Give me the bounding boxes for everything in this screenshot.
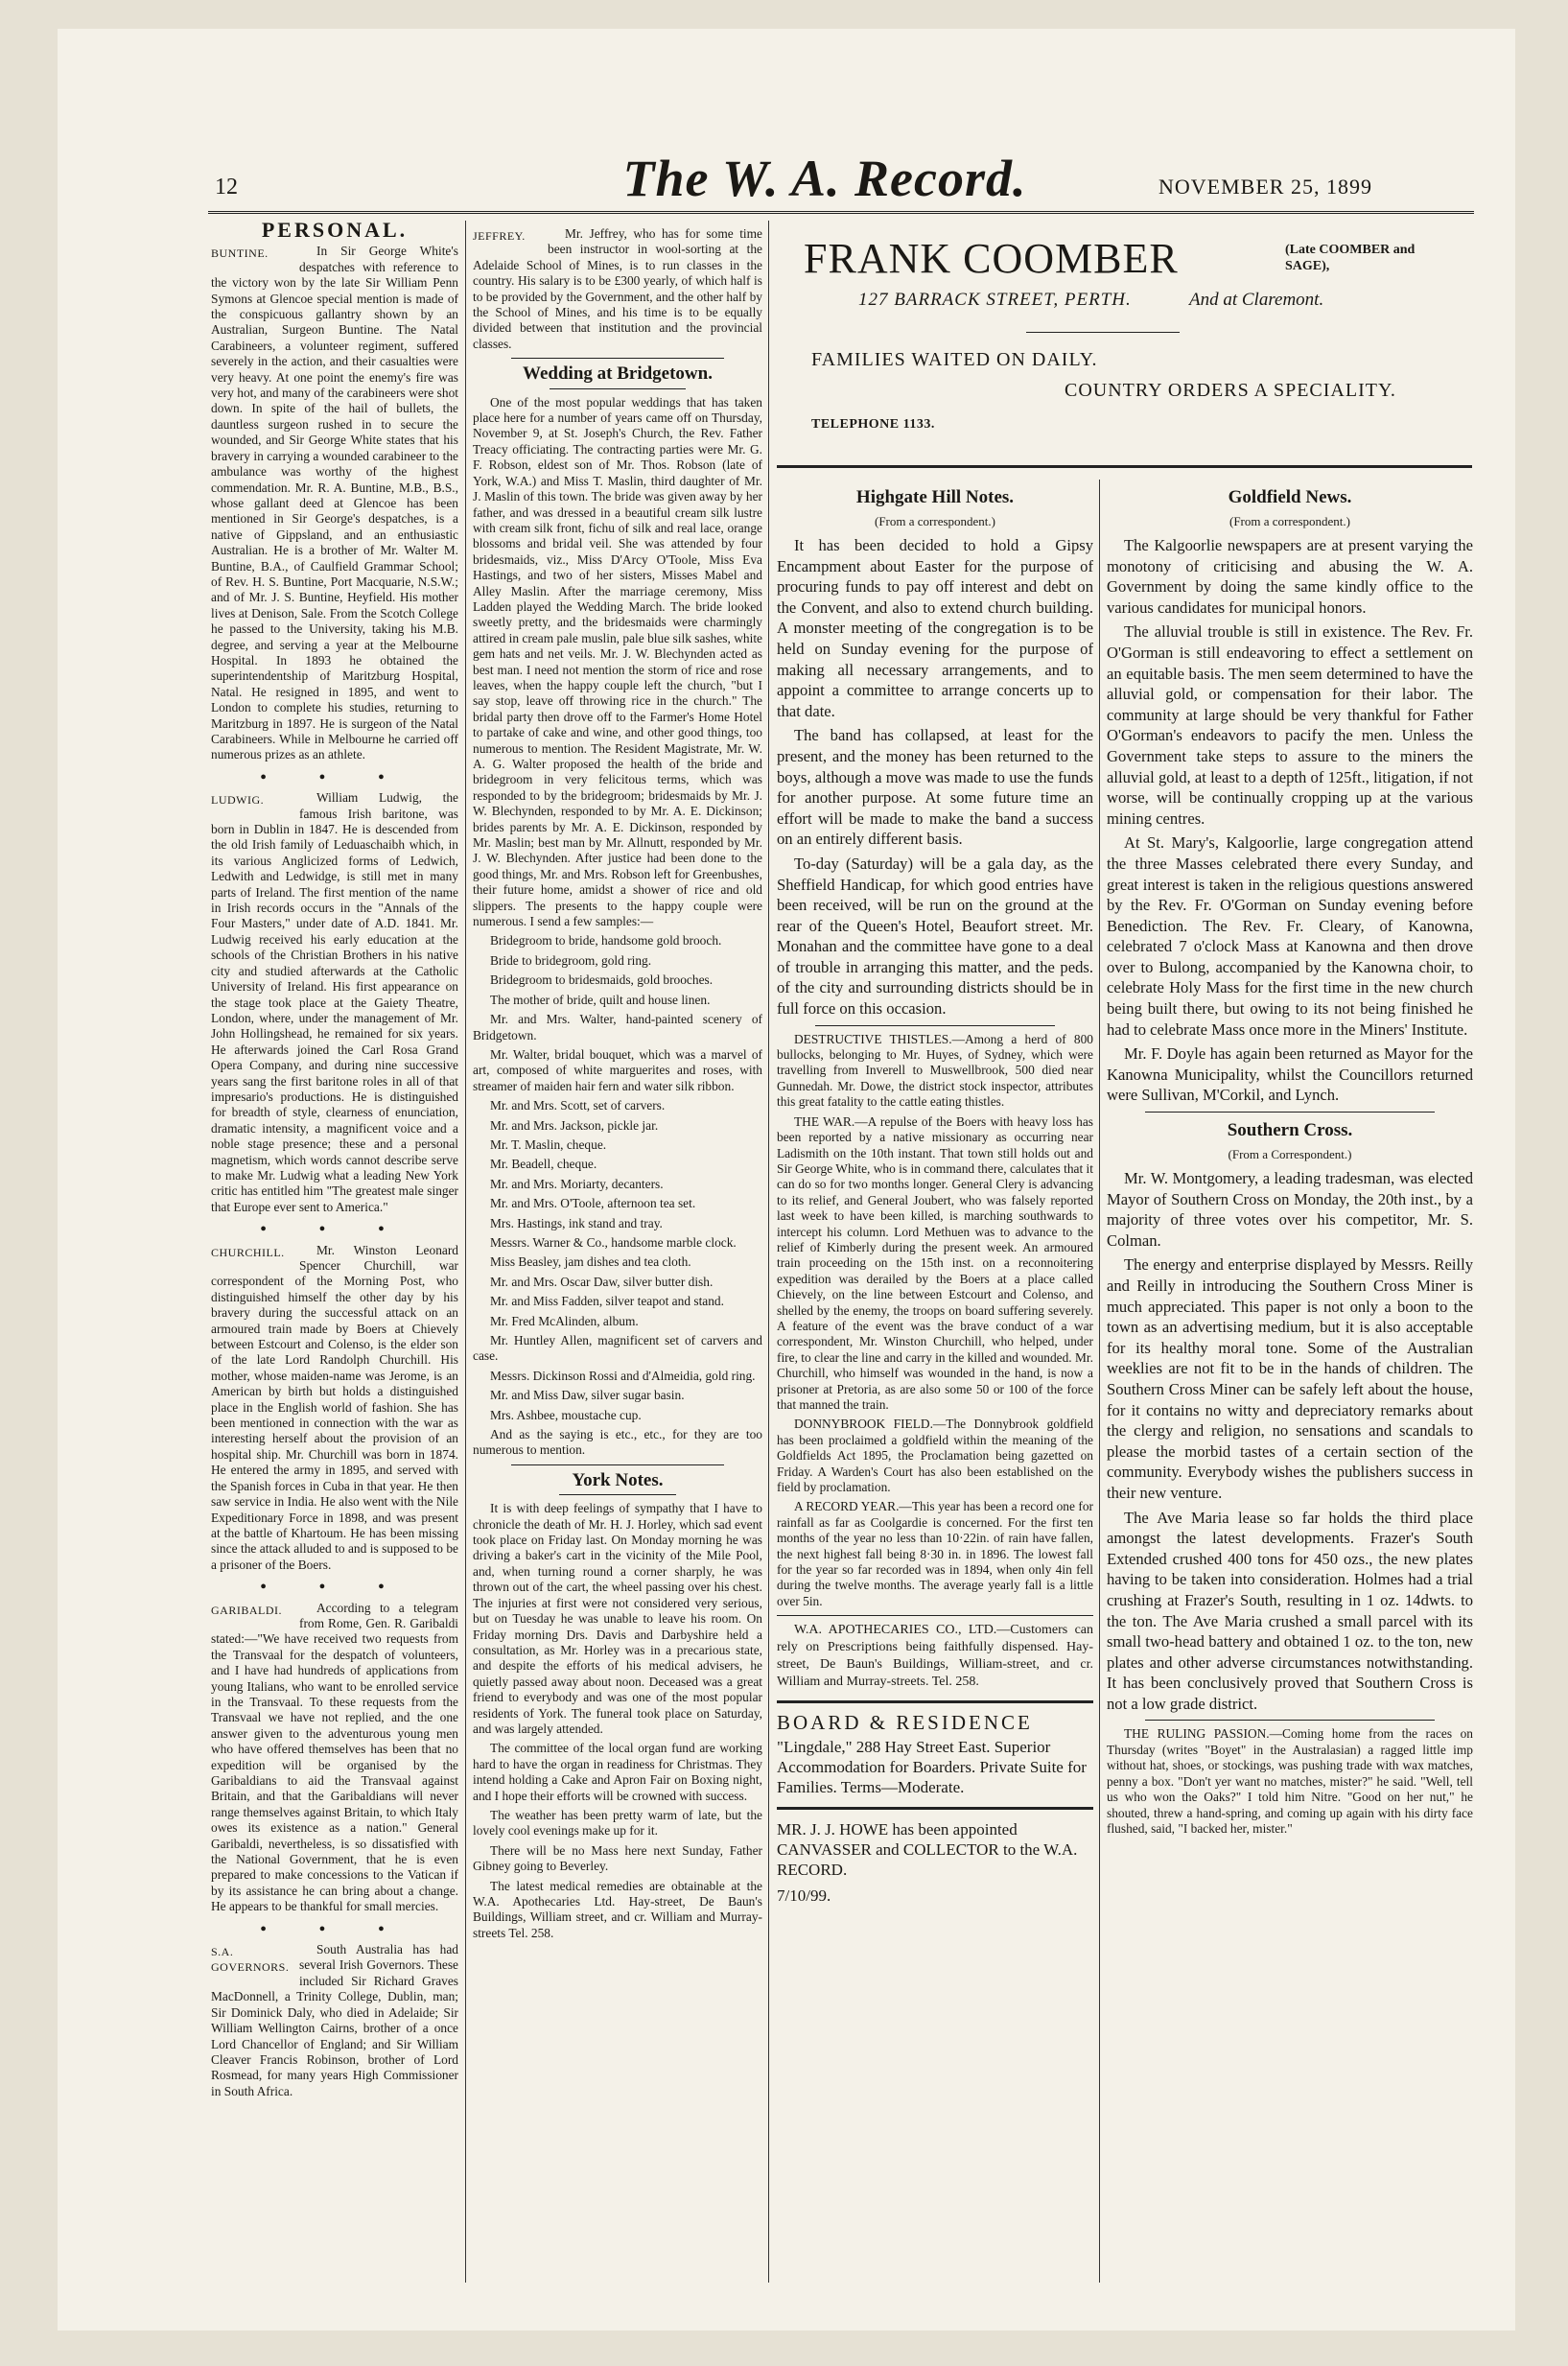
present-item: Mr. and Mrs. Oscar Daw, silver butter dish. bbox=[490, 1274, 714, 1289]
personal-text: William Ludwig, the famous Irish baritone, was born in Dublin in 1847. He is descended from the old Irish family of Leduaschaibh which, in its various Anglicized forms of Ledwich, Ledwith and Ledwidge, is still met in many parts of Ireland. The first mention of the name in Irish records occurs in the "Annals of the Four Masters," under date of A.D. 1841. Mr. Ludwig received his early education at the schools of the Christian Brothers in his native city and studied afterwards at the Catholic University of Ireland. His first appearance on the stage took place at the Gaiety Theatre, London, where, under the management of Mr. John Hollingshead, he remained for six years. He afterwards joined the Carl Rosa Grand Opera Company, and during nine successive years sang the first baritone roles in all of that impresario's productions. He is distinguished for breadth of style, clearness of enunciation, dramatic intensity, a magnificent voice and a noble stage presence; these and a personal magnetism, which words cannot describe serve to make Mr. Ludwig what a leading New York critic has entitled him "The greatest male singer that Europe ever sent to America." bbox=[211, 790, 458, 1214]
ruling-passion-item: THE RULING PASSION.—Coming home from the races on Thursday (writes "Boyet" in the Australasian) a ragged little imp without hat, shoes, or stockings, was pushing trade with wax matches, penny a box. "Don't yer want no matches, mister?" he said. "Well, tell us who won the Oaks?" I told him Nitre. "Good on her nut," he shouted, threw a hand-spring, and coming up again with his dirty face flushed, said, "I backed her, mister." bbox=[1107, 1726, 1473, 1836]
board-title: BOARD & RESIDENCE bbox=[777, 1711, 1033, 1735]
advert-rule bbox=[1026, 332, 1180, 333]
column-rule bbox=[1099, 480, 1100, 2283]
wedding-heading: Wedding at Bridgetown. bbox=[523, 363, 713, 385]
advert-rule bbox=[777, 1700, 1093, 1703]
york-paragraph: The weather has been pretty warm of late, but the lovely cool evenings make up for it. bbox=[473, 1807, 762, 1839]
howe-date: 7/10/99. bbox=[777, 1886, 831, 1906]
present-item: Mr. T. Maslin, cheque. bbox=[490, 1136, 607, 1152]
goldfield-paragraph: Mr. F. Doyle has again been returned as Mayor for the Kanowna Municipality, whilst the Councillors returned were Sullivan, M'Corkil, and Lynch. bbox=[1107, 1044, 1473, 1105]
present-item: Bride to bridegroom, gold ring. bbox=[490, 952, 652, 968]
york-paragraph: The latest medical remedies are obtainable at the W.A. Apothecaries Ltd. Hay-street, De Baun's Buildings, William street, and cr. William and Murray-streets Tel. 258. bbox=[473, 1878, 762, 1940]
advert-bottom-rule bbox=[777, 465, 1472, 468]
howe-notice bbox=[777, 1819, 1093, 1906]
personal-text: In Sir George White's despatches with reference to the victory won by the late Sir William Penn Symons at Glencoe special mention is made of the conspicuous gallantry shown by an Australian, Surgeon Buntine. The Natal Carabineers, a volunteer regiment, suffered severely in the action, and their casualties were very heavy. At one point the enemy's fire was very hot, and many of the carabineers were shot down. In spite of the hail of bullets, the dauntless surgeon rushed in to secure the wounded, and Sir George White states that his bravery in carrying a wounded carabineer to the ambulance was worthy of the highest commendation. Mr. R. A. Buntine, M.B., B.S., whose gallant deed at Glencoe has been mentioned in Sir George's despatches, is a native of Gippsland, and an enthusiastic Australian. He is a brother of Mr. Walter M. Buntine, B.A., of Caulfield Grammar School; of Rev. H. S. Buntine, Port Macquarie, N.S.W.; and of Mr. J. S. Buntine, Heyfield. His mother lives at Denison, Sale. From the Scotch College he passed to the University, taking his M.B. degree, and serving a year at the Melbourne Hospital. In 1893 he obtained the superintendentship of Maritzburg Hospital, Natal. He resigned in 1895, and went to London to complete his studies, returning to Maritzburg in 1897. He is surgeon of the Natal Carabineers. While in Melbourne he carried off numerous prizes as an athlete. bbox=[211, 244, 458, 762]
section-rule bbox=[1145, 1112, 1435, 1113]
present-item: Bridegroom to bridesmaids, gold brooches. bbox=[490, 972, 714, 988]
column-rule bbox=[465, 221, 466, 2283]
highgate-heading: Highgate Hill Notes. bbox=[855, 487, 1015, 507]
southern-cross-heading: Southern Cross. bbox=[1227, 1120, 1353, 1141]
york-paragraph: It is with deep feelings of sympathy that I have to chronicle the death of Mr. H. J. Horley, which sad event took place on Friday last. On Monday morning he was driving a baker's cart in the vicinity of the Mile Pool, and, when turning round a corner sharply, he was thrown out of the cart, the wheel passing over his chest. The injuries at first were not considered very serious, but on Tuesday he was unable to leave his room. On Friday morning Drs. Davis and Darbyshire held a consultation, as Mr. Horley was in a precarious state, and despite the efforts of his medical advisers, he quietly passed away about noon. Deceased was a great friend to everybody and was one of the most popular residents of York. The funeral took place on Saturday, and was largely attended. bbox=[473, 1501, 762, 1736]
section-rule bbox=[815, 1025, 1055, 1026]
present-item: Mr. and Mrs. O'Toole, afternoon tea set. bbox=[490, 1196, 696, 1211]
york-heading: York Notes. bbox=[572, 1469, 664, 1490]
newspaper-title: The W. A. Record. bbox=[622, 150, 1027, 207]
personal-item bbox=[211, 1243, 458, 1574]
present-item: Mrs. Ashbee, moustache cup. bbox=[490, 1407, 642, 1422]
issue-date: NOVEMBER 25, 1899 bbox=[1158, 175, 1372, 199]
present-item: Bridegroom to bride, handsome gold brooch. bbox=[490, 933, 722, 949]
advertiser-note: (Late COOMBER and SAGE), bbox=[1285, 243, 1416, 273]
wedding-text: One of the most popular weddings that has taken place here for a number of years came off on Thursday, November 9, at St. Joseph's Church, the Rev. Father Treacy officiating. The contracting parties were Mr. G. F. Robson, eldest son of Mr. Thos. Robson (late of York, W.A.) and Miss T. Maslin, third daughter of Mr. J. Maslin of this town. The bride was given away by her father, and was dressed in a beautiful cream silk lustre with cream silk front, fichu of silk and real lace, orange blossoms and bridal veil. She was attended by four bridesmaids, viz., Miss D'Arcy O'Toole, Miss Eva Hastings, and two of her sisters, Misses Mabel and Alley Maslin. After the marriage ceremony, Miss Ladden played the Wedding March. The bride looked sweetly pretty, and the bridesmaids were charmingly attired in cream pale muslin, pale blue silk sashes, white gem hats and net veils. Mr. J. W. Blechynden acted as best man. I need not mention the storm of rice and rose leaves, when the happy couple left the church, "but I say stop, leave off throwing rice in the church." The bridal party then drove off to the Farmer's Home Hotel to partake of cake and wine, and other good things, too numerous to mention. The Resident Magistrate, Mr. W. A. G. Walter proposed the health of the bride and bridegroom in very felicitous terms, which was responded to by the bridegroom; bridesmaids by Mr. J. W. Blechynden, responded to by Mr. A. E. Dickinson; brides parents by Mr. A. E. Dickinson, responded by Mr. Maslin; best man by Mr. Allnutt, responded by Mr. J. W. Blechynden. After justice had been done to the good things, Mr. and Mrs. Robson left for Greenbushes, their future home, amidst a shower of rice and old slippers. The presents to the happy couple were numerous. I send a few samples:— bbox=[473, 394, 762, 929]
news-column-3 bbox=[777, 480, 1093, 2283]
personal-text: According to a telegram from Rome, Gen. R. Garibaldi stated:—"We have received two requests from the Transvaal for the despatch of volunteers, and I have had hundreds of applications from young Italians, who want to be enrolled service in the Transvaal. To these requests from the Transvaal we have not replied, and the one answer given to the adventurous young men who have offered themselves has been that no expedition will be organised by the Garibaldians to aid the Transvaal against Britain, and that the Garibaldians will never range themselves against Britain, to which Italy owes its existence as a nation." General Garibaldi, nevertheless, is so dissatisfied with the National Government, that he is even prepared to make concessions to the Vatican if by its assistance he can bring about a change. He appears to be thankful for small mercies. bbox=[211, 1600, 458, 1914]
goldfield-subheading: (From a correspondent.) bbox=[1229, 514, 1350, 528]
present-item: Mrs. Hastings, ink stand and tray. bbox=[490, 1215, 663, 1230]
column-rule bbox=[768, 221, 769, 2283]
present-item: Mr. Fred McAlinden, album. bbox=[490, 1313, 639, 1328]
side-head: CHURCHILL. bbox=[211, 1245, 285, 1259]
southern-cross-paragraph: The Ave Maria lease so far holds the third place amongst the latest developments. Frazer's South Extended crushed 400 tons for 450 ozs., the new plates having to be taken into consideration. Holmes had a trial crushing at Frazer's South, resulting in 1 oz. 14dwts. to the ton. The Ave Maria crushed a small parcel with its small two-head battery and obtained 1 oz. to the ton, new plates and other adverse circumstances notwithstanding. It has been conclusively proved that Southern Cross is not a low grade district. bbox=[1107, 1508, 1473, 1713]
star-divider: ● ● ● bbox=[260, 1922, 410, 1934]
newspaper-page bbox=[58, 29, 1515, 2331]
present-item: Messrs. Warner & Co., handsome marble clock. bbox=[490, 1234, 737, 1250]
personal-heading: PERSONAL. bbox=[261, 221, 409, 242]
star-divider: ● ● ● bbox=[260, 1223, 410, 1235]
present-item: Messrs. Dickinson Rossi and d'Almeidia, gold ring. bbox=[490, 1368, 756, 1383]
personal-item bbox=[211, 1601, 458, 1915]
present-item: And as the saying is etc., etc., for they are too numerous to mention. bbox=[473, 1427, 762, 1458]
southern-cross-subheading: (From a Correspondent.) bbox=[1228, 1147, 1352, 1162]
personal-column bbox=[211, 221, 458, 2292]
present-item: Mr. and Mrs. Jackson, pickle jar. bbox=[490, 1117, 659, 1133]
personal-item bbox=[211, 244, 458, 762]
board-residence-advert bbox=[777, 1713, 1093, 1797]
frank-coomber-advert bbox=[777, 221, 1472, 472]
page-number: 12 bbox=[215, 175, 238, 199]
side-head: GARIBALDI. bbox=[211, 1603, 282, 1617]
jeffrey-item bbox=[473, 226, 762, 352]
present-item: The mother of bride, quilt and house linen. bbox=[490, 992, 711, 1007]
news-column-2 bbox=[473, 226, 762, 2288]
highgate-paragraph: The band has collapsed, at least for the present, and the money has been returned to the boys, although a move was made to use the funds for another purpose. At some future time an effort will be made to make the band a success on an entirely different basis. bbox=[777, 726, 1093, 849]
section-rule bbox=[1145, 1720, 1435, 1721]
present-item: Miss Beasley, jam dishes and tea cloth. bbox=[490, 1254, 691, 1270]
advert-rule bbox=[777, 1807, 1093, 1810]
news-brief: A RECORD YEAR.—This year has been a record one for rainfall as far as Coolgardie is concerned. For the first ten months of the year no less than 10·22in. of rain have fallen, the next highest fall being 8·30 in. in 1896. The lowest fall for the year so far recorded was in 1894, when only 4in fell during the twelve months. The average yearly fall is a little over 5in. bbox=[777, 1499, 1093, 1608]
section-rule bbox=[559, 1494, 676, 1495]
present-item: Mr. Beadell, cheque. bbox=[490, 1157, 597, 1172]
advert-telephone: TELEPHONE 1133. bbox=[811, 417, 935, 432]
advert-line-2: COUNTRY ORDERS A SPECIALITY. bbox=[1065, 380, 1396, 401]
section-rule bbox=[511, 1464, 724, 1465]
goldfield-paragraph: The alluvial trouble is still in existence. The Rev. Fr. O'Gorman is still endeavoring to effect a settlement on an equitable basis. The men seem determined to have the alluvial gold, or compensation for their labor. The community at large should be very thankful for Father O'Gorman's endeavors to pacify the men. Unless the Government take steps to assure to the miners the alluvial gold, at least to a depth of 125ft., litigation, if not worse, will be continually cropping up at the various mining centres. bbox=[1107, 622, 1473, 828]
present-item: Mr. and Mrs. Moriarty, decanters. bbox=[490, 1176, 664, 1191]
highgate-subheading: (From a correspondent.) bbox=[875, 514, 995, 528]
personal-text: South Australia has had several Irish Governors. These included Sir Richard Graves MacDonnell, a Trinity College, Dublin, man; Sir Dominick Daly, who died in Adelaide; Sir William Wellington Cairns, brother of a once Lord Chancellor of England; and Sir William Cleaver Francis Robinson, brother of Lord Rosmead, for many years High Commissioner in South Africa. bbox=[211, 1942, 458, 2098]
present-item: Mr. and Miss Daw, silver sugar basin. bbox=[490, 1388, 685, 1403]
highgate-paragraph: It has been decided to hold a Gipsy Encampment about Easter for the purpose of procuring funds to pay off interest and debt on the Convent, and also to extend church building. A monster meeting of the congregation is to be held on Sunday evening for the purpose of making all necessary arrangements, and to appoint a committee to arrange concerts up to that date. bbox=[777, 536, 1093, 720]
advert-line-1: FAMILIES WAITED ON DAILY. bbox=[811, 349, 1098, 370]
present-item: Mr. and Mrs. Walter, hand-painted scenery of Bridgetown. bbox=[473, 1012, 762, 1042]
goldfield-heading: Goldfield News. bbox=[1228, 487, 1352, 507]
board-text: "Lingdale," 288 Hay Street East. Superior Accommodation for Boarders. Private Suite for Families. Terms—Moderate. bbox=[777, 1738, 1087, 1797]
side-head: JEFFREY. bbox=[473, 229, 526, 243]
news-brief: THE WAR.—A repulse of the Boers with heavy loss has been reported by a native missionary as occurring near Ladismith on the 10th instant. That town still holds out and Sir George White, who is in command there, calculates that it can do so for two months longer. General Clery is advancing to its relief, and General Joubert, who was falsely reported last week to have been killed, is marching southwards to intercept his column. Lord Methuen was to advance to the relief of Kimberly during the present week. An armoured train proceeding on the 15th inst. on a reconnoitering expedition was derailed by the Boers at a place called Chievely, on the line between Estcourt and Colenso, and shelled by the enemy, the troops on board suffering severely. A feature of the event was the brave conduct of a war correspondent, Mr. Winston Churchill, who helped, under fire, to clear the line and carry in the killed and wounded. Mr. Churchill, who himself was wounded in the hand, is now a prisoner at Pretoria, as are also some 50 or 100 of the force that manned the train. bbox=[777, 1113, 1093, 1412]
advertiser-name: FRANK COOMBER bbox=[804, 235, 1179, 282]
star-divider: ● ● ● bbox=[260, 1581, 410, 1593]
present-item: Mr. and Miss Fadden, silver teapot and stand. bbox=[490, 1294, 724, 1309]
apothecaries-advert: W.A. APOTHECARIES CO., LTD.—Customers can rely on Prescriptions being faithfully dispensed. Hay-street, De Baun's Buildings, William-street, and cr. William and Murray-streets. Tel. 258. bbox=[777, 1623, 1093, 1690]
news-brief: DESTRUCTIVE THISTLES.—Among a herd of 800 bullocks, belonging to Mr. Huyes, of Sydney, which were travelling from Inverell to Muswellbrook, 500 died near Gunnedah. Mr. Dowe, the district stock inspector, attributes this great fatality to the cattle eating thistles. bbox=[777, 1031, 1093, 1110]
news-column-4 bbox=[1107, 480, 1473, 2283]
advertiser-branch: And at Claremont. bbox=[1189, 290, 1324, 310]
side-head: S.A. GOVERNORS. bbox=[211, 1945, 290, 1975]
personal-item bbox=[211, 790, 458, 1215]
present-item: Mr. Walter, bridal bouquet, which was a marvel of art, composed of white marguerites and roses, with streamer of maiden hair fern and water silk ribbon. bbox=[473, 1046, 762, 1093]
york-paragraph: The committee of the local organ fund are working hard to have the organ in readiness for Christmas. They intend holding a Cake and Apron Fair on Boxing night, and I hope their efforts will be crowned with success. bbox=[473, 1741, 762, 1803]
side-head: LUDWIG. bbox=[211, 793, 265, 808]
section-rule bbox=[511, 358, 724, 359]
news-brief: DONNYBROOK FIELD.—The Donnybrook goldfield has been proclaimed a goldfield within the meaning of the Goldfields Act 1895, the Proclamation being gazetted on Friday. A Warden's Court has also been established on the field by proclamation. bbox=[777, 1417, 1093, 1495]
advertiser-address: 127 BARRACK STREET, PERTH. bbox=[858, 290, 1132, 310]
southern-cross-paragraph: The energy and enterprise displayed by Messrs. Reilly and Reilly in introducing the Southern Cross Miner is much appreciated. This paper is not only a boon to the town as an advertising medium, but it is also acceptable for its healthy moral tone. Some of the Australian weeklies are not fit to be in the hands of children. The Southern Cross Miner can be safely left about the house, for it contains no witty and depreciatory remarks about the clergy and religion, no sensations and scandals to please the morbid tastes of a certain section of the community. Everybody wishes the publishers success in their new venture. bbox=[1107, 1255, 1473, 1502]
jeffrey-text: Mr. Jeffrey, who has for some time been instructor in wool-sorting at the Adelaide School of Mines, is to run classes in the country. His salary is to be £300 yearly, of which half is to be provided by the Government, and the other half by the School of Mines, and his time is to be equally divided between that institution and the provincial classes. bbox=[473, 226, 762, 351]
goldfield-paragraph: The Kalgoorlie newspapers are at present varying the monotony of criticising and abusing the W. A. Government by doing the same kindly office to the various candidates for municipal honors. bbox=[1107, 536, 1473, 617]
masthead-rule bbox=[208, 211, 1474, 214]
personal-item bbox=[211, 1942, 458, 2099]
york-paragraph: There will be no Mass here next Sunday, Father Gibney going to Beverley. bbox=[473, 1842, 762, 1874]
presents-list bbox=[473, 933, 762, 1458]
personal-text: Mr. Winston Leonard Spencer Churchill, war correspondent of the Morning Post, who distinguished himself the other day by his bravery during the successful attack on an armoured train made by Boers at Chievely between Estcourt and Colenso, is the elder son of the late Lord Randolph Churchill. His mother, whose maiden-name was Jerome, is an American by birth but holds a distinguished place in the English world of fashion. She has been mentioned in connection with the war as interesting herself about the provision of an hospital ship. Mr. Churchill was born in 1874. He entered the army in 1895, and served with the Spanish forces in Cuba in that year. He then saw service in India. He also went with the Nile Expeditionary Force in 1898, and was present at the battle of Khartoum. He has been missing since the attack alluded to and is supposed to be a prisoner of the Boers. bbox=[211, 1242, 458, 1572]
highgate-paragraph: To-day (Saturday) will be a gala day, as the Sheffield Handicap, for which good entries have been received, will be run on the ground at the rear of the Queen's Hotel, Beaufort street. Mr. Monahan and the committee have gone to a deal of trouble in arranging this matter, and the peds. of the city and surrounding districts should be in full force on this occasion. bbox=[777, 854, 1093, 1019]
star-divider: ● ● ● bbox=[260, 770, 410, 783]
southern-cross-paragraph: Mr. W. Montgomery, a leading tradesman, was elected Mayor of Southern Cross on Monday, the 20th inst., by a majority of three votes over his competitor, Mr. S. Colman. bbox=[1107, 1169, 1473, 1250]
section-rule bbox=[550, 388, 686, 389]
present-item: Mr. Huntley Allen, magnificent set of carvers and case. bbox=[473, 1333, 762, 1364]
side-head: BUNTINE. bbox=[211, 246, 269, 261]
present-item: Mr. and Mrs. Scott, set of carvers. bbox=[490, 1098, 666, 1113]
howe-text: MR. J. J. HOWE has been appointed CANVASSER and COLLECTOR to the W.A. RECORD. bbox=[777, 1820, 1078, 1880]
goldfield-paragraph: At St. Mary's, Kalgoorlie, large congregation attend the three Masses celebrated there every Sunday, and great interest is taken in the religious questions answered by the Rev. Fr. O'Gorman on Sunday evening before Benediction. The Rev. Fr. Cleary, of Kanowna, celebrated 7 o'clock Mass at Kanowna and then drove over to Bulong, accompanied by the Kanowna choir, to celebrate Holy Mass for the first time in the new church being built there, but owing to its not being finished he had to celebrate Mass once more in the Miners' Institute. bbox=[1107, 833, 1473, 1039]
section-rule bbox=[777, 1615, 1093, 1616]
